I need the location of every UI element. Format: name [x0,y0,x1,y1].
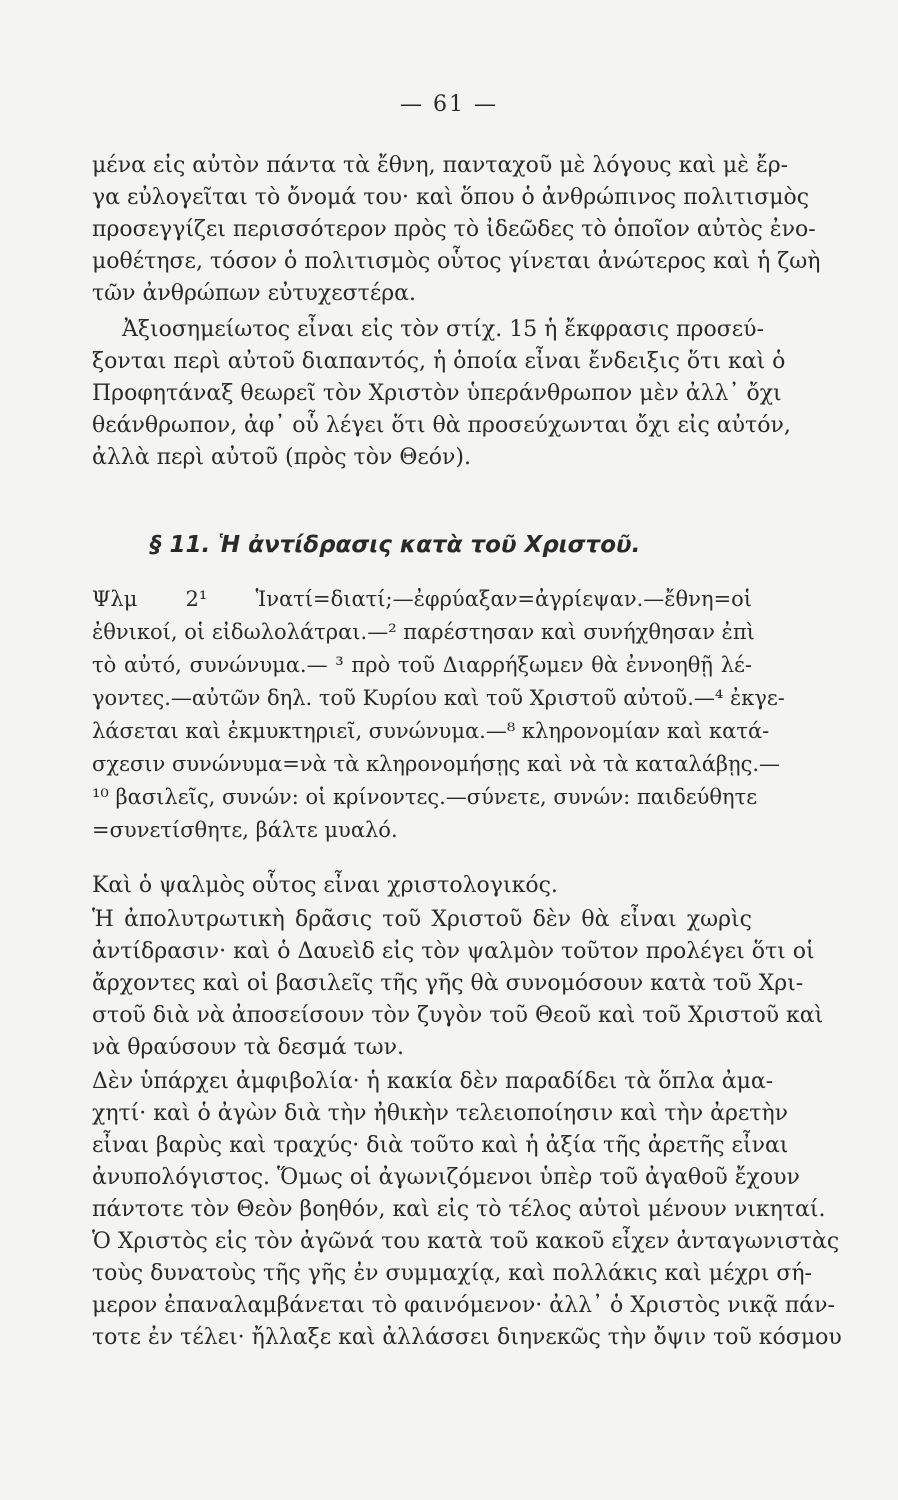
paragraph-1 [92,150,821,310]
paragraph-3 [92,870,752,902]
note-line: γοντες.—αὐτῶν δηλ. τοῦ Κυρίου καὶ τοῦ Χριστοῦ αὐτοῦ.—⁴ ἐκγε- [92,686,785,710]
text-line: ἀντίδρασιν· καὶ ὁ Δαυεὶδ εἰς τὸν ψαλμὸν τοῦτον προλέγει ὅτι οἱ [92,939,815,964]
verse-notes [92,583,785,847]
text-line: στοῦ διὰ νὰ ἀποσείσουν τὸν ζυγὸν τοῦ Θεοῦ καὶ τοῦ Χριστοῦ καὶ [92,1003,824,1028]
text-line: ἀνυπολόγιστος. Ὅμως οἱ ἀγωνιζόμενοι ὑπὲρ τοῦ ἀγαθοῦ ἔχουν [92,1165,800,1190]
text-line: Ὁ Χριστὸς εἰς τὸν ἀγῶνά του κατὰ τοῦ κακοῦ εἶχεν ἀνταγωνιστὰς [92,1229,840,1254]
text-line: Δὲν ὑπάρχει ἀμφιβολία· ἡ κακία δὲν παραδίδει τὰ ὅπλα ἀμα- [92,1069,774,1094]
note-line: λάσεται καὶ ἐκμυκτηριεῖ, συνώνυμα.—⁸ κληρονομίαν καὶ κατά- [92,719,770,743]
paragraph-5 [92,1066,842,1354]
text-line: προσεγγίζει περισσότερον πρὸς τὸ ἰδεῶδες τὸ ὁποῖον αὐτὸς ἐνο- [92,217,816,242]
paragraph-2 [92,314,791,474]
note-line: τὸ αὐτό, συνώνυμα.— ³ πρὸ τοῦ Διαρρήξωμεν θὰ ἐννοηθῇ λέ- [92,653,752,677]
text-line: Καὶ ὁ ψαλμὸς οὗτος εἶναι χριστολογικός. [92,873,558,898]
note-line: Ψλμ 2¹ Ἱνατί=διατί;—ἐφρύαξαν=ἀγρίεψαν.—ἔθνη=οἱ [92,587,752,611]
page-number: — 61 — [400,92,498,117]
text-line: θεάνθρωπον, ἀφ᾽ οὗ λέγει ὅτι θὰ προσεύχωνται ὄχι εἰς αὐτόν, [92,413,791,438]
text-line: τοὺς δυνατοὺς τῆς γῆς ἐν συμμαχίᾳ, καὶ πολλάκις καὶ μέχρι σή- [92,1261,812,1286]
note-line: =συνετίσθητε, βάλτε μυαλό. [92,818,398,842]
text-line: εἶναι βαρὺς καὶ τραχύς· διὰ τοῦτο καὶ ἡ ἀξία τῆς ἀρετῆς εἶναι [92,1133,789,1158]
text-line: νὰ θραύσουν τὰ δεσμά των. [92,1035,404,1060]
text-line: Ἡ ἀπολυτρωτικὴ δρᾶσις τοῦ Χριστοῦ δὲν θὰ εἶναι χωρὶς [92,907,752,932]
note-line: σχεσιν συνώνυμα=νὰ τὰ κληρονομήσῃς καὶ νὰ τὰ καταλάβῃς.— [92,752,781,776]
text-line: Προφητάναξ θεωρεῖ τὸν Χριστὸν ὑπεράνθρωπον μὲν ἀλλ᾽ ὄχι [92,381,782,406]
text-line: μερον ἐπαναλαμβάνεται τὸ φαινόμενον· ἀλλ᾽ ὁ Χριστὸς νικᾷ πάν- [92,1293,835,1318]
text-line: χητί· καὶ ὁ ἀγὼν διὰ τὴν ἠθικὴν τελειοποίησιν καὶ τὴν ἀρετὴν [92,1101,789,1126]
note-line: ἐθνικοί, οἱ εἰδωλολάτραι.—² παρέστησαν καὶ συνήχθησαν ἐπὶ [92,620,755,644]
text-line: ἀλλὰ περὶ αὐτοῦ (πρὸς τὸν Θεόν). [92,445,471,470]
paragraph-4 [92,904,824,1064]
text-line: Ἀξιοσημείωτος εἶναι εἰς τὸν στίχ. 15 ἡ ἔκφρασις προσεύ- [122,317,764,342]
text-line: μοθέτησε, τόσον ὁ πολιτισμὸς οὗτος γίνεται ἀνώτερος καὶ ἡ ζωὴ [92,249,821,274]
section-heading: § 11. Ἡ ἀντίδρασις κατὰ τοῦ Χριστοῦ. [150,532,641,558]
text-line: γα εὐλογεῖται τὸ ὄνομά του· καὶ ὅπου ὁ ἀνθρώπινος πολιτισμὸς [92,185,810,210]
text-line: ξονται περὶ αὐτοῦ διαπαντός, ἡ ὁποία εἶναι ἔνδειξις ὅτι καὶ ὁ [92,349,786,374]
text-line: ἄρχοντες καὶ οἱ βασιλεῖς τῆς γῆς θὰ συνομόσουν κατὰ τοῦ Χρι- [92,971,804,996]
note-line: ¹⁰ βασιλεῖς, συνών: οἱ κρίνοντες.—σύνετε, συνών: παιδεύθητε [92,785,758,809]
text-line: τοτε ἐν τέλει· ἤλλαξε καὶ ἀλλάσσει διηνεκῶς τὴν ὄψιν τοῦ κόσμου [92,1325,842,1350]
text-line: τῶν ἀνθρώπων εὐτυχεστέρα. [92,281,417,306]
text-line: πάντοτε τὸν Θεὸν βοηθόν, καὶ εἰς τὸ τέλος αὐτοὶ μένουν νικηταί. [92,1197,826,1222]
text-line: μένα εἰς αὐτὸν πάντα τὰ ἔθνη, πανταχοῦ μὲ λόγους καὶ μὲ ἔρ- [92,153,789,178]
